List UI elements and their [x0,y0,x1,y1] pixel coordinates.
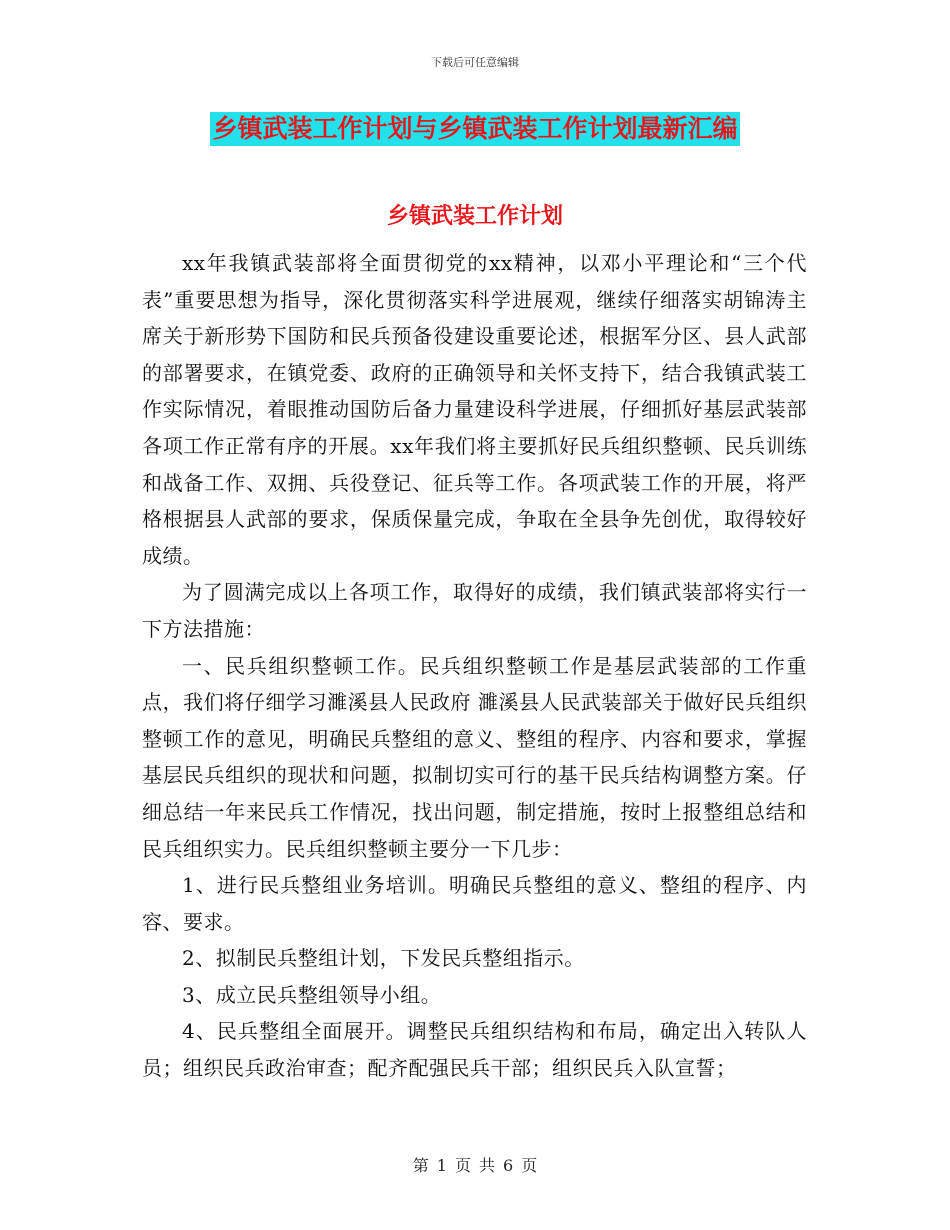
total-label: 共 [479,1156,496,1175]
page-label-prefix: 第 [412,1156,429,1175]
page-current: 1 [436,1156,447,1175]
paragraph-step-4: 4、民兵整组全面展开。调整民兵组织结构和布局，确定出入转队人员；组织民兵政治审查；配齐配强民兵干部；组织民兵入队宣誓； [142,1019,807,1081]
paragraph-intro: xx年我镇武装部将全面贯彻党的xx精神，以邓小平理论和“三个代表”重要思想为指导，深化贯彻落实科学进展观，继续仔细落实胡锦涛主席关于新形势下国防和民兵预备役建设重要论述，根据军分区、县人武部的部署要求，在镇党委、政府的正确领导和关怀支持下，结合我镇武装工作实际情况，着眼推动国防后备力量建设科学进展，仔细抓好基层武装部各项工作正常有序的开展。xx年我们将主要抓好民兵组织整顿、民兵训练和战备工作、双拥、兵役登记、征兵等工作。各项武装工作的开展，将严格根据县人武部的要求，保质保量完成，争取在全县争先创优，取得较好成绩。 [142,251,807,568]
main-title: 乡镇武装工作计划与乡镇武装工作计划最新汇编 [210,112,739,146]
paragraph-step-1: 1、进行民兵整组业务培训。明确民兵整组的意义、整组的程序、内容、要求。 [142,873,807,934]
page-label-mid: 页 [454,1156,471,1175]
document-body [142,245,807,1087]
page-total: 6 [503,1156,514,1175]
main-title-container [0,112,950,146]
paragraph-step-2: 2、拟制民兵整组计划，下发民兵整组指示。 [182,946,585,971]
paragraph-militia-reorg: 一、民兵组织整顿工作。民兵组织整顿工作是基层武装部的工作重点，我们将仔细学习濉溪县人民政府 濉溪县人民武装部关于做好民兵组织整顿工作的意见，明确民兵整组的意义、整组的程序、内容和要求，掌握基层民兵组织的现状和问题，拟制切实可行的基干民兵结构调整方案。仔细总结一年来民兵工作情况，找出问题，制定措施，按时上报整组总结和民兵组织实力。民兵组织整顿主要分一下几步： [142,653,807,861]
header-note: 下载后可任意编辑 [431,56,519,69]
paragraph-measures: 为了圆满完成以上各项工作，取得好的成绩，我们镇武装部将实行一下方法措施： [142,580,807,641]
paragraph-step-3: 3、成立民兵整组领导小组。 [182,982,442,1007]
page-footer [0,1153,950,1176]
page-label-suffix: 页 [521,1156,538,1175]
section-title: 乡镇武装工作计划 [386,204,563,229]
